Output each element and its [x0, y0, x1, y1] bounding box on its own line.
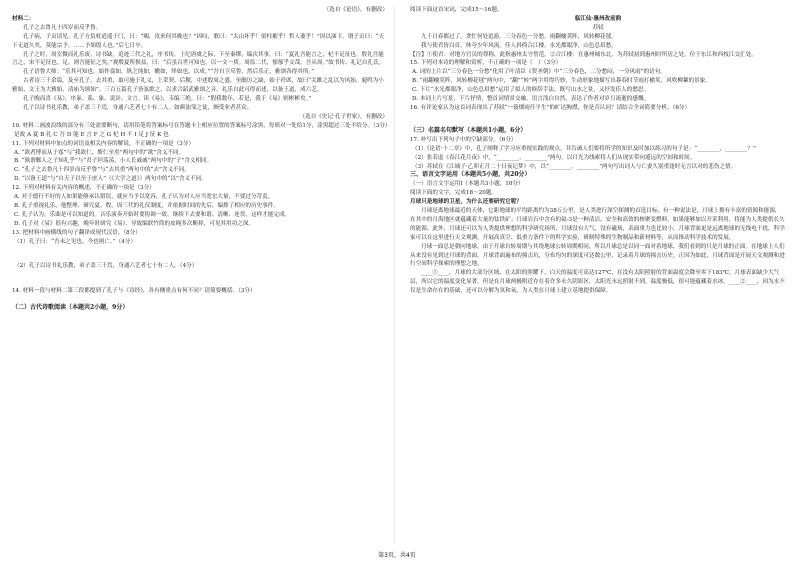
poem-note: 【注】①使君：对地方官员的尊称，此指惠州太守詹范。②合江楼：在惠州城东北，为苏轼初到惠州时所居之处，位于东江和西枝江交汇处。	[410, 51, 757, 58]
answer-space	[12, 271, 388, 287]
source-note-1: （选自《论语》，有删改）	[323, 7, 388, 13]
question-12-option-b: B. 孔子重视礼乐，他整理、研究夏、殷、周三代的礼仪制度，并依据时间的先后，编排了相应的历史事件。	[14, 202, 279, 209]
question-16: 16. 有评论家认为这首词表现出了苏轼“一蓑烟雨任平生”的旷达胸襟，你是否认同？请结合全词简要分析。（6分）	[410, 104, 691, 111]
material-2-para-7: 孔子以诗书礼乐教，弟子盖三千焉，身通六艺者七十有二人。如颜浊邹之徒，颇受业者甚众。	[23, 104, 253, 111]
source-note-2: （选自《史记·孔子世家》，有删改）	[299, 113, 388, 120]
question-15: 15. 下列对本诗的理解和赏析，不正确的一项是（ ）（3分）	[410, 60, 562, 67]
question-12: 12. 下列对材料有关内容的概述，不正确的一项是（3分）	[12, 185, 155, 192]
material-2-heading: 材料二：	[12, 15, 35, 22]
question-10: 10. 材料二画波浪线的部分有三处需要断句，请用铅笔将答案标号在答题卡上相应位置的答案标号涂黑，每填对一处给1分，涂黑超过三处不给分。（3分）	[12, 122, 391, 129]
question-13-part-1: （1）孔子曰：“吾未之见也，今也则亡。”（4分）	[14, 238, 136, 245]
question-17-part-2: （2）张若虚《春江花月夜》中，“________，________”两句，以月光为线索将人们从现实带向遥远的空间和时间。	[412, 154, 696, 161]
question-12-option-c: C. 孔子认为，乐曲是可以知道的。音乐演奏开始时要协调一致，继续下去要和谐、清晰、连贯，这样才能完成。	[14, 211, 291, 218]
question-14: 14. 材料一段与材料二第三段都提到了孔子与《诗经》，各有侧重点有何不同？请简要概括。（3分）	[12, 288, 256, 295]
answer-space	[12, 246, 388, 262]
question-11-option-d: D. “以备王道”与“自天子以至于庶人”（《大学之道》）两句中的“以”含义不同。	[14, 176, 207, 183]
section-3-heading: 三、语言文字运用（本题共5小题，共20分）	[410, 171, 531, 179]
question-15-option-c: C. 下片“水光都眼净，山色总眉愁”运用了拟人的修辞手法，既写山水之景，又抒发佳人的愁思。	[412, 87, 650, 94]
question-15-option-d: D. 本词上片写景，下片抒情，整首词情景交融，语言浅白自然，表达了作者对岁月流逝的感慨。	[412, 96, 650, 103]
question-13-part-2: （2）孔子以诗书礼乐教，弟子盖三千焉，身通六艺者七十有二人。（4分）	[14, 263, 198, 270]
question-17-part-1: （1）《论语·十二章》中，孔子阐释了学习应重视实践的观点，并告诫人们要将所学的知识及时加以练习的句子是：“________，________？”	[412, 145, 756, 152]
section-dictation-heading: （三）名篇名句默写（本题共1小题，6分）	[410, 126, 527, 134]
section-poetry-heading: （二）古代诗歌阅读（本题共2小题，9分）	[12, 304, 129, 312]
question-12-option-a: A. 对于德行不好的人如果能够承认错误，就应当予以宽容，孔子认为对人应当宽宏大量，不要过分苛责。	[14, 194, 274, 201]
left-column	[12, 6, 391, 313]
material-2-para-2: 孔子病，子贡请见。孔子方负杖逍遥于门，曰：“赐，汝来何其晚也？”因叹，歌曰：“太山坏乎！梁柱摧乎！哲人萎乎！”因以涕下。谓子贡曰：“天下无道久矣，莫能宗予。……予始殷人也。”后七日卒。	[12, 33, 385, 49]
passage-para-1: 月球是离地球最近的天体，它距地球的平均距离约为38万公里，是人类进行深空探测的首选目标。有一种说法是，月球上拥有丰富的资源和能源，在其中的月海地区就蕴藏着大量的钛铁矿；月球岩石中含有的氦-3是一种清洁、安全和高效的核聚变燃料，如果能够加以开采利用，将能为人类提供长久的能源。此外，月球还可以为人类提供理想的科学研究场所，月球没有大气，没有磁场，表面重力也比较小，月球背面更是远离地球的无线电干扰，科学家可以在这里进行天文观测，开展高真空、低重力条件下的科学实验，研制特殊的生物制品和新材料等，从而推动科学技术的发展。	[410, 208, 785, 241]
answer-space	[410, 113, 786, 127]
column-divider	[394, 6, 395, 544]
passage-para-2: 月球一面总是朝向地球，由于月球自转周期与其绕地球公转周期相同，所以月球总是以同一面对着地球，我们看到的只是月球的正面。在地球上人们从来没有见到过月球的背面，月球背面遍布的撞击坑，分布均匀的深度可达数公里，记录着月球的撞击历史。正因为如此，月球背面是开展天文观测和进行空间科学探索的理想之地。	[410, 243, 785, 268]
question-17-part-3: （3）苏轼在《江城子·乙卯正月二十日夜记梦》中，以“________，________”两句写出词人与亡妻久别重逢时无言以对的悲伤之情。	[412, 163, 737, 170]
question-11: 11. 下列对材料中加点的词语及相关内容的解说，不正确的一项是（3分）	[12, 140, 195, 147]
material-2-para-1: 孔子之去鲁凡十四岁而反乎鲁。	[23, 24, 102, 31]
section-3-subheading: （一）语言文字运用Ⅰ（本题共3小题，10分）	[410, 181, 524, 188]
material-2-para-4: 孔子语鲁大师：“乐其可知也。始作翕如，纵之纯如，皦如，绎如也，以成。”“吾自卫反鲁，然后乐正，雅颂各得其所。”	[23, 69, 315, 76]
question-15-option-a: A. 词的上片以“三分春色一分愁”化用了叶清臣《贺圣朝》中“三分春色，二分愁闷，一分风雨”的语句。	[412, 69, 666, 76]
material-2-para-3: 孔子之时，周室微而礼乐废，诗书缺。追迹三代之礼，序书传，上纪唐虞之际，下至秦缪，编次其事。曰：“夏礼吾能言之，杞不足征也。殷礼吾能言之，宋不足征也。足，则吾能征之矣。”观殷夏所损益，曰：“后虽百世可知也，以一文一质。周监二代，郁郁乎文哉。吾从周。”故书传、礼记自孔氏。	[12, 51, 385, 67]
question-15-option-b: B. “雨翻榆荚阵，风转柳花毬”两句中，“翻”“转”两字用得巧妙，生动形象地描写出暮春时节雨打榆荚、风吹柳絮的景象。	[412, 78, 711, 85]
page-footer: 第3页，共4页	[378, 552, 416, 559]
right-column	[410, 6, 786, 296]
question-11-option-b: B. “孰谓鄹人之子知礼乎”与“君子坦荡荡，小人长戚戚”两句中的“子”含义相同。	[14, 158, 213, 165]
poem-author: 苏轼	[592, 24, 604, 31]
material-2-para-5: 古者诗三千余篇，及至孔子，去其重，取可施于礼义，上采契、后稷，中述殷周之盛，至幽厉之缺，始于衽席，故曰“关雎之乱以为风始，鹿鸣为小雅始，文王为大雅始，清庙为颂始”。三百五篇孔子皆弦歌之，以求合韶武雅颂之音。礼乐自此可得而述，以备王道，成六艺。	[12, 78, 384, 94]
passage-para-3: ____①____。月球的大部分区域，在太阳的照耀下，白天的温度可高达127℃，在没有太阳照射的背面温度会降至零下183℃。月球表面缺少大气层，所以它的温度变化显著，但是在月球两极附近存在着许多永久阴影区，太阳光永远照射不到，温度极低，很可能蕴藏着水冰。____②____，因为水不仅是生命存在的基础，还可以分解为氢和氧，为人类在月球上建立基地提供保障。	[410, 270, 785, 295]
section-3-intro: 阅读下面的文字，完成18～20题。	[410, 190, 497, 197]
question-10-line: 是故 A 夏 B 礼 C 吾 D 能 E 言 F 之 G 杞 H 不 I 足 J 征 K 也	[14, 131, 169, 138]
poem-intro: 阅读下面这首宋词，完成15～16题。	[410, 7, 503, 13]
question-11-option-a: A. “欲者博而从于寡”与“我欲仁，斯仁至矣”两句中的“欲”含义不同。	[14, 149, 185, 156]
question-13: 13. 把材料中画横线的句子翻译成现代汉语。（8分）	[12, 229, 141, 236]
poem-line-1: 九十日春都过了，贪忙何处追游。三分春色一分愁。雨翻榆荚阵，风转柳花毬。	[421, 33, 617, 40]
passage-title: 月球只是地球的卫星，为什么还要研究它呢？	[410, 199, 522, 206]
poem-title: 临江仙·惠州改前韵	[574, 15, 622, 22]
question-11-option-c: C. “孔子之去鲁凡十四岁而反乎鲁”与“去其重”两句中的“去”含义不同。	[14, 167, 190, 174]
question-17: 17. 补写出下列句子中的空缺部分。（6分）	[410, 136, 517, 143]
material-2-para-6: 孔子晚而喜《易》，序彖、系、象、说卦、文言。读《易》，韦编三绝。曰：“假我数年，若是，我于《易》则彬彬矣。”	[23, 96, 312, 103]
poem-line-2: 我与使君皆白首，休夸少年风流。佳人斜倚合江楼。水光都眼净，山色总眉愁。	[421, 42, 617, 49]
question-12-option-d: D. 孔子对《易》很有兴趣，晚年时研究《易》，导致编联竹简的皮绳多次断掉，可见其用功之深。	[14, 220, 254, 227]
